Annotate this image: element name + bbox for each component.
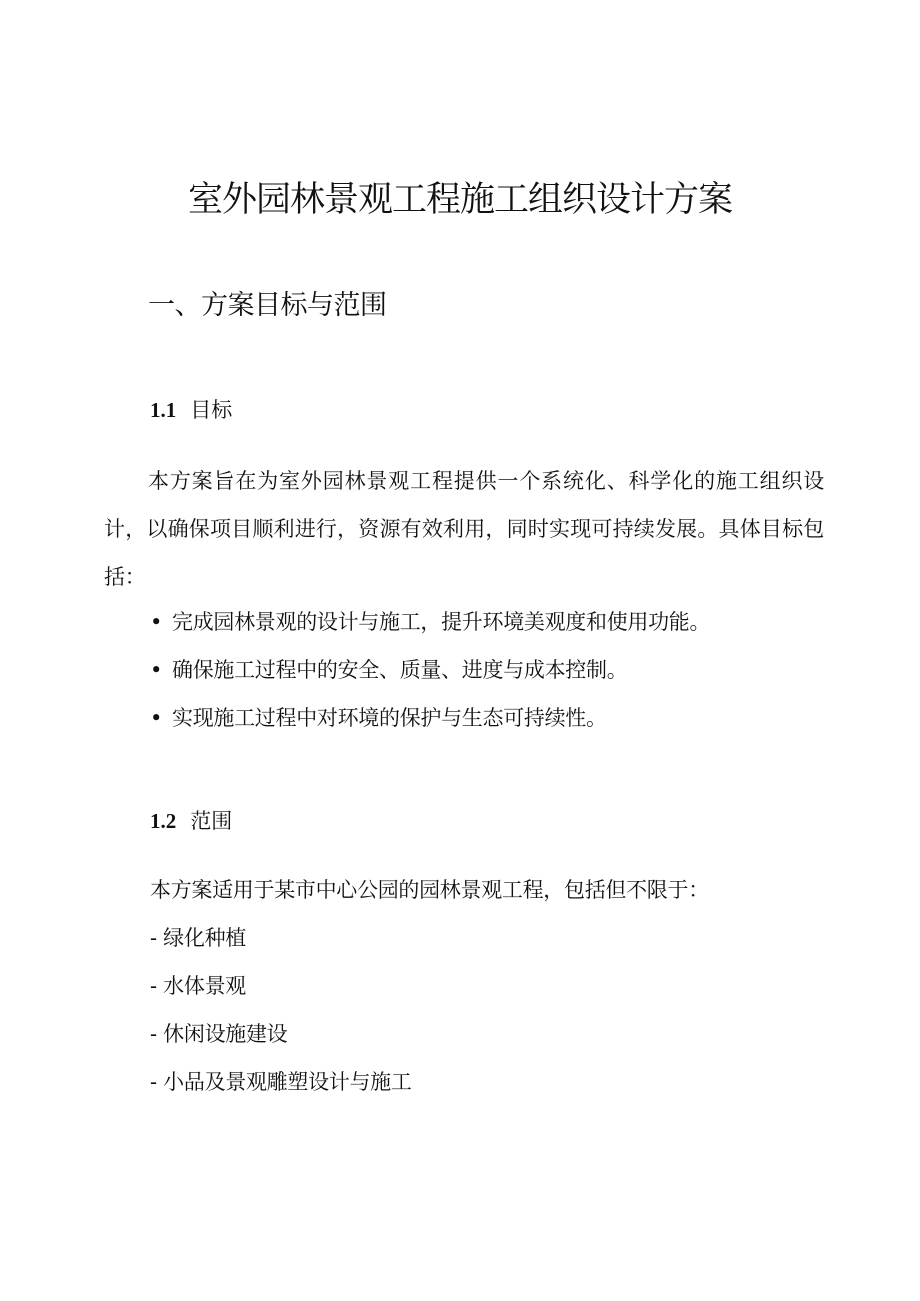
subsection-heading-goal [150, 394, 232, 426]
bullet-text: 确保施工过程中的安全、质量、进度与成本控制。 [172, 658, 628, 682]
subsection-label: 范围 [190, 809, 233, 833]
section-heading: 一、方案目标与范围 [148, 290, 387, 321]
bullet-marker: • [150, 658, 163, 682]
list-item: - 小品及景观雕塑设计与施工 [150, 1070, 412, 1094]
scope-item-list [150, 914, 412, 1106]
list-item: - 水体景观 [150, 974, 246, 998]
list-item: - 休闲设施建设 [150, 1022, 288, 1046]
bullet-marker: • [150, 610, 163, 634]
subsection-heading-scope [150, 805, 232, 837]
document-title: 室外园林景观工程施工组织设计方案 [187, 180, 732, 220]
bullet-marker: • [150, 706, 163, 730]
bullet-text: 完成园林景观的设计与施工，提升环境美观度和使用功能。 [172, 610, 711, 634]
goal-paragraph: 本方案旨在为室外园林景观工程提供一个系统化、科学化的施工组织设计，以确保项目顺利进行，资源有效利用，同时实现可持续发展。具体目标包括： [104, 469, 824, 589]
scope-paragraph: 本方案适用于某市中心公园的园林景观工程，包括但不限于： [150, 878, 709, 902]
bullet-text: 实现施工过程中对环境的保护与生态可持续性。 [172, 706, 607, 730]
list-item [150, 694, 710, 742]
subsection-label: 目标 [190, 398, 233, 422]
subsection-number: 1.2 [150, 809, 177, 833]
list-item [150, 646, 710, 694]
list-item: - 绿化种植 [150, 926, 246, 950]
goal-bullet-list [150, 598, 710, 742]
list-item [150, 598, 710, 646]
subsection-number: 1.1 [150, 398, 177, 422]
